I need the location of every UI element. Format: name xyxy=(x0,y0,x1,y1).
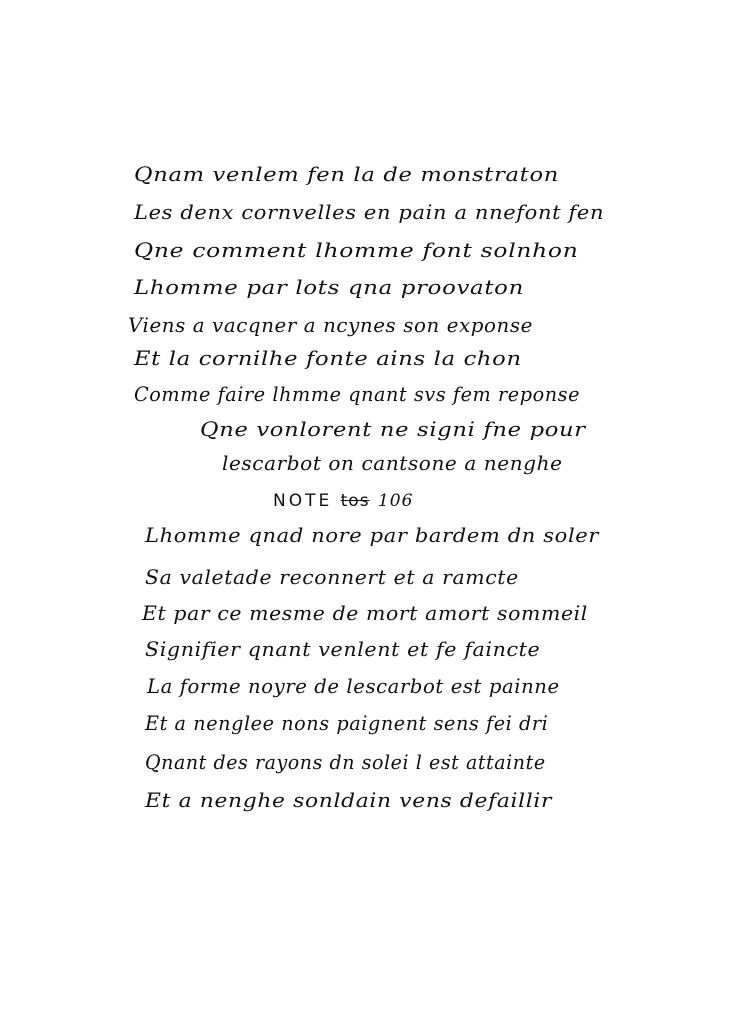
note-marker xyxy=(273,490,413,512)
verse-line-11: Sa valetade reconnert et a ramcte xyxy=(145,565,519,589)
verse-line-5: Viens a vacqner a ncynes son exponse xyxy=(128,313,533,337)
verse-line-3: Qne comment lhomme font solnhon xyxy=(134,238,579,262)
verse-line-16: Qnant des rayons dn solei l est attainte xyxy=(145,750,546,774)
note-struck-text: tos xyxy=(340,491,370,511)
verse-line-4: Lhomme par lots qna proovaton xyxy=(134,275,524,299)
verse-line-6: Et la cornilhe fonte ains la chon xyxy=(134,346,522,370)
verse-line-10: Lhomme qnad nore par bardem dn soler xyxy=(145,523,600,547)
verse-line-13: Signifier qnant venlent et fe faincte xyxy=(145,637,541,661)
note-number: 106 xyxy=(377,491,414,511)
verse-line-17: Et a nenghe sonldain vens defaillir xyxy=(145,788,553,812)
verse-line-15: Et a nenglee nons paignent sens fei dri xyxy=(145,711,549,735)
verse-line-14: La forme noyre de lescarbot est painne xyxy=(147,674,560,698)
verse-line-8: Qne vonlorent ne signi fne pour xyxy=(200,417,586,441)
verse-line-2: Les denx cornvelles en pain a nnefont fen xyxy=(134,200,605,224)
verse-line-12: Et par ce mesme de mort amort sommeil xyxy=(142,601,588,625)
verse-line-1: Qnam venlem fen la de monstraton xyxy=(134,162,559,186)
verse-line-9: lescarbot on cantsone a nenghe xyxy=(222,451,563,475)
note-label: NOTE xyxy=(273,491,333,511)
verse-line-7: Comme faire lhmme qnant svs fem reponse xyxy=(134,382,581,406)
